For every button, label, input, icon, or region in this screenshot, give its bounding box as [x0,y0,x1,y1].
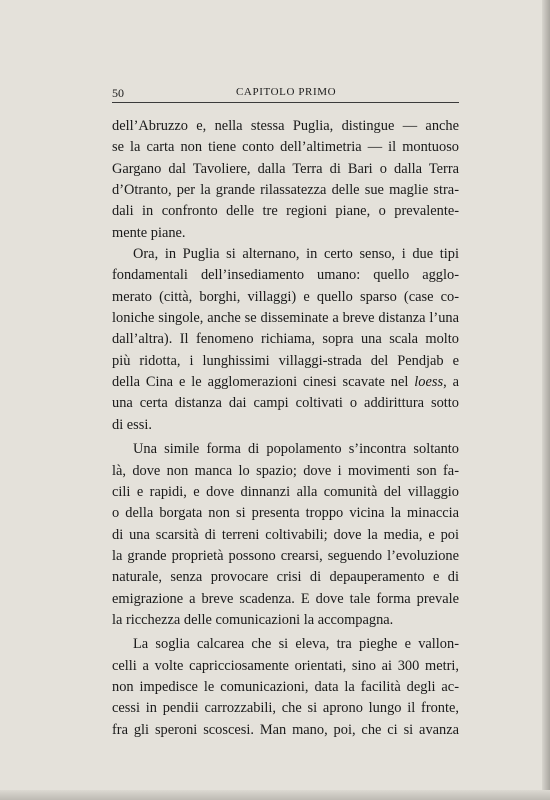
text-line: Gargano dal Tavoliere, dalla Terra di Bari o dalla Terra [112,160,459,177]
running-head: CAPITOLO PRIMO [236,86,337,98]
text-line-loess-content: della Cina e le agglomerazioni cinesi scavate nel loess, a [112,374,459,391]
text-line: fondamentali dell’insediamento umano: quello agglo- [112,267,459,284]
text-line: di essi. [112,416,152,433]
text-line: merato (città, borghi, villaggi) e quello sparso (case co- [112,288,459,305]
page-header [112,84,458,102]
text-line: emigrazione a breve scadenza. E dove tale forma prevale [112,590,459,607]
text-line: la ricchezza delle comunicazioni la accompagna. [112,611,394,628]
text-line: non impedisce le comunicazioni, data la facilità degli ac- [112,678,459,695]
text-line: Ora, in Puglia si alternano, in certo senso, i due tipi [133,246,459,263]
text-line: se la carta non tiene conto dell’altimetria — il montuoso [112,139,459,156]
text-line: naturale, senza provocare crisi di depauperamento e di [112,569,459,586]
text-line: cili e rapidi, e dove dinnanzi alla comunità del villaggio [112,483,459,500]
text-line: d’Otranto, per la grande rilassatezza delle sue maglie stra- [112,182,459,199]
italic-term: loess [414,374,444,391]
text-line: dell’Abruzzo e, nella stessa Puglia, distingue — anche [112,118,459,134]
text-line: di una scarsità di terreni coltivabili; dove la media, e poi [112,526,459,543]
text-line: la grande proprietà possono crearsi, seguendo l’evoluzione [112,547,459,564]
text-line: una certa distanza dai campi coltivati o addirittura sotto [112,395,459,412]
text-line: celli a volte capricciosamente orientati, sino ai 300 metri, [112,657,459,674]
page-edge-shadow [542,0,550,800]
body-text [112,116,459,741]
text-line: o della borgata non si presenta troppo vicina la minaccia [112,505,459,522]
text-line: là, dove non manca lo spazio; dove i movimenti son fa- [112,462,459,479]
text-line: più ridotta, i lunghissimi villaggi-strada del Pendjab e [112,352,459,369]
page-number: 50 [112,86,124,100]
text-line: dall’altra). Il fenomeno richiama, sopra una scala molto [112,331,459,348]
text-line: mente piane. [112,224,186,241]
text-line: fra gli speroni scoscesi. Man mano, poi, che ci si avanza [112,721,459,738]
text-line: loniche singole, anche se disseminate a breve distanza l’una [112,310,459,327]
text-line: dali in confronto delle tre regioni piane, o prevalente- [112,203,459,220]
text-line: cessi in pendii carrozzabili, che si aprono lungo il fronte, [112,700,459,717]
header-rule [112,102,459,103]
text-line-loess [112,372,459,393]
page-bottom-edge [0,790,550,800]
text-line: La soglia calcarea che si eleva, tra pieghe e vallon- [133,636,459,653]
text-line: Una simile forma di popolamento s’incontra soltanto [133,441,459,458]
